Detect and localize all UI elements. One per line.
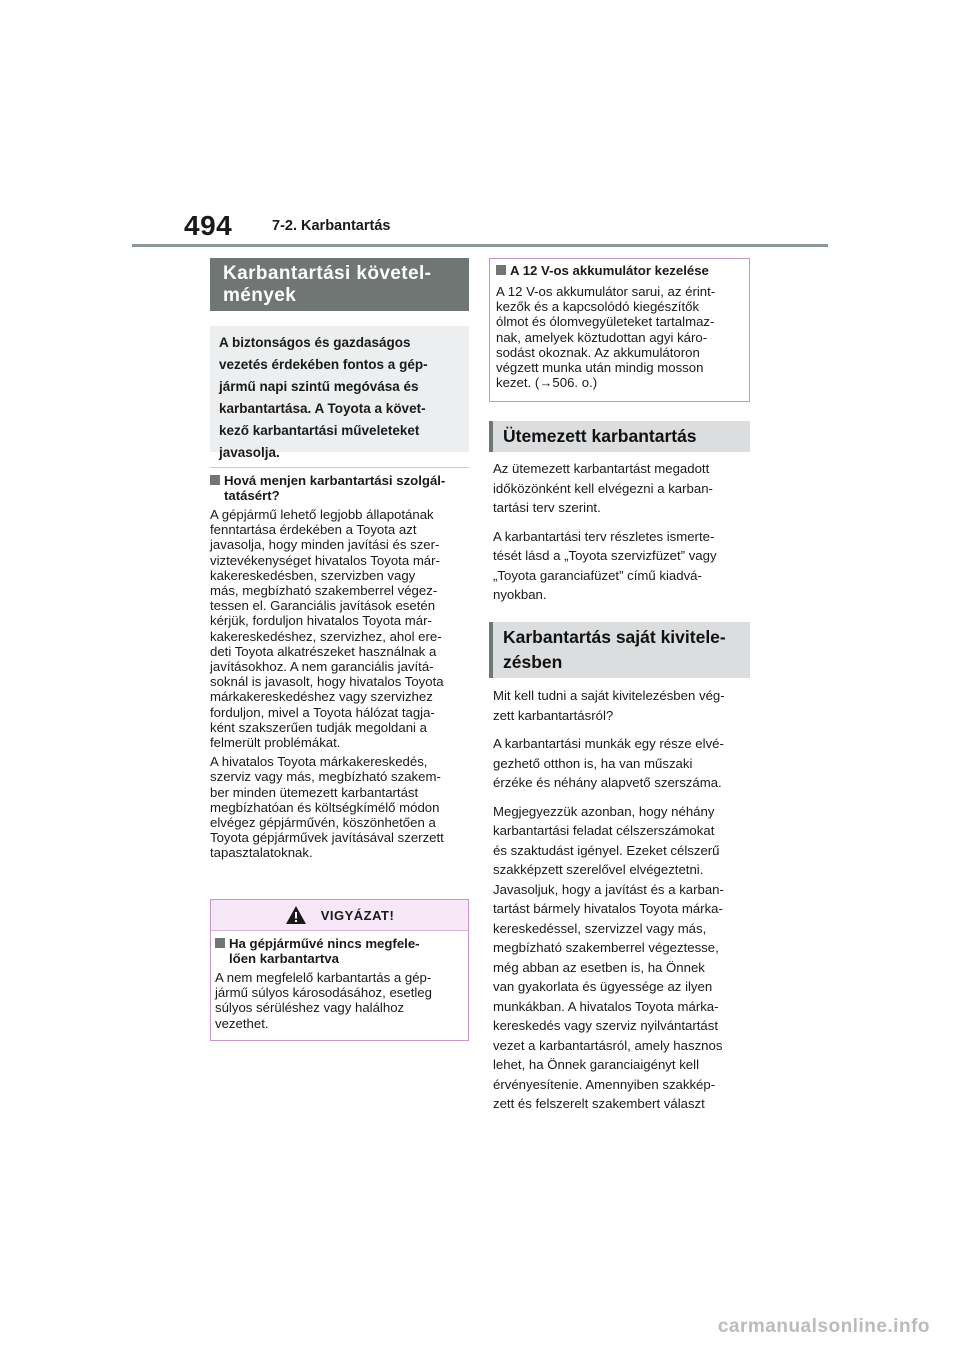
intro-line: karbantartása. A Toyota a követ- [219, 401, 426, 416]
diy-maintenance-text [493, 686, 755, 1123]
intro-line: jármű napi szintű megóvása és [219, 379, 419, 394]
watermark: carmanualsonline.info [717, 1316, 930, 1337]
subsection-title-cont: tatásért? [224, 488, 280, 503]
where-to-service-section [210, 473, 472, 861]
intro-line: A biztonságos és gazdaságos [219, 335, 411, 350]
paragraph: A karbantartási terv részletes ismerte- tését lásd a „Toyota szervizfüzet” vagy „Toyota garanciafüzet” című kiadvá- nyokban. [493, 528, 717, 602]
page-number: 494 [184, 210, 233, 241]
section-divider [210, 467, 469, 468]
battery-text: A 12 V-os akkumulátor sarui, az érint- kezők és a kapcsolódó kiegészítők ólmot és ólomvegyületeket tartalmaz- nak, amelyek köztudottan agyi káro- sodást okoznak. Az akkumulátoron végzett munka után mindig mosson kezet. (→506. o.) [496, 284, 716, 391]
intro-line: vezetés érdekében fontos a gép- [219, 357, 428, 372]
caution-body [211, 931, 468, 1031]
paragraph: Megjegyezzük azonban, hogy néhány karbantartási feladat célszerszámokat és szaktudást igényel. Ezeket célszerű szakképzett szerelővel elvégeztetni. Javasoljuk, hogy a javítást és a karban- tartást bármely hivatalos Toyota márka- kereskedéssel, szervizzel vagy más, megbízható szakemberrel végeztesse, még abban az esetben is, ha Önnek van gyakorlata és ügyessége az ilyen munkákban. A hivatalos Toyota márka- kereskedés vagy szerviz nyilvántartást vezet a karbantartásról, amely hasznos lehet, ha Önnek garanciaigényt kell érvényesítenie. Amennyiben szakkép- zett és felszerelt szakembert választ [493, 803, 724, 1111]
caution-title-cont: lően karbantartva [229, 951, 339, 966]
paragraph: A karbantartási munkák egy része elvé- gezhető otthon is, ha van műszaki érzéke és néhány alapvető szerszáma. [493, 736, 724, 790]
paragraph: A hivatalos Toyota márkakereskedés, szerviz vagy más, megbízható szakem- ber minden ütemezett karbantartást megbízhatóan és költségkímélő módon elvégez gépjárművén, köszönhetően a Toyota gépjárművek javításával szerzett tapasztalatoknak. [210, 754, 444, 861]
battery-info-box [489, 258, 750, 402]
caution-box [210, 899, 469, 1041]
subsection-title: Hová menjen karbantartási szolgál- [210, 473, 472, 488]
square-bullet-icon [210, 475, 220, 485]
warning-triangle-icon [285, 905, 307, 925]
square-bullet-icon [496, 265, 506, 275]
section-heading-maintenance-requirements [210, 258, 469, 311]
intro-line: kező karbantartási műveleteket [219, 423, 420, 438]
header-divider [132, 244, 828, 247]
caution-text: A nem megfelelő karbantartás a gép- jármű súlyos károsodásához, esetleg súlyos sérüléshez vagy halálhoz vezethet. [215, 970, 432, 1031]
intro-box [210, 326, 469, 460]
square-bullet-icon [215, 938, 225, 948]
section-title: 7-2. Karbantartás [272, 218, 391, 234]
caution-title: Ha gépjárművé nincs megfele- [215, 936, 462, 951]
caution-header [211, 900, 468, 931]
battery-title: A 12 V-os akkumulátor kezelése [496, 263, 743, 278]
paragraph: Mit kell tudni a saját kivitelezésben vég- zett karbantartásról? [493, 688, 725, 723]
heading-line: mények [223, 285, 297, 306]
heading-line: Karbantartási követel- [223, 263, 432, 284]
scheduled-maintenance-text [493, 459, 755, 614]
paragraph: A gépjármű lehető legjobb állapotának fenntartása érdekében a Toyota azt javasolja, hogy minden javítási és szer- viztevékenységet hivatalos Toyota már- kakereskedésben, szervizben vagy más, megbízható szakemberrel végez- tessen el. Garanciális javítások esetén kérjük, forduljon hivatalos Toyota már- kakereskedéshez, szervizhez, ahol ere- deti Toyota alkatrészeket használnak a javításokhoz. A nem garanciális javítá- soknál is javasolt, hogy hivatalos Toyota márkakereskedéshez vagy szervizhez forduljon, mivel a Toyota hálózat tagja- ként szakszerűen tudják megoldani a felmerült problémákat. [210, 507, 444, 751]
caution-label: VIGYÁZAT! [320, 907, 395, 923]
intro-line: javasolja. [219, 445, 280, 460]
section-heading-scheduled-maintenance: Ütemezett karbantartás [489, 421, 750, 452]
paragraph: Az ütemezett karbantartást megadott időközönként kell elvégezni a karban- tartási terv szerint. [493, 461, 713, 515]
section-heading-diy-maintenance: Karbantartás saját kivitele- zésben [489, 622, 750, 678]
